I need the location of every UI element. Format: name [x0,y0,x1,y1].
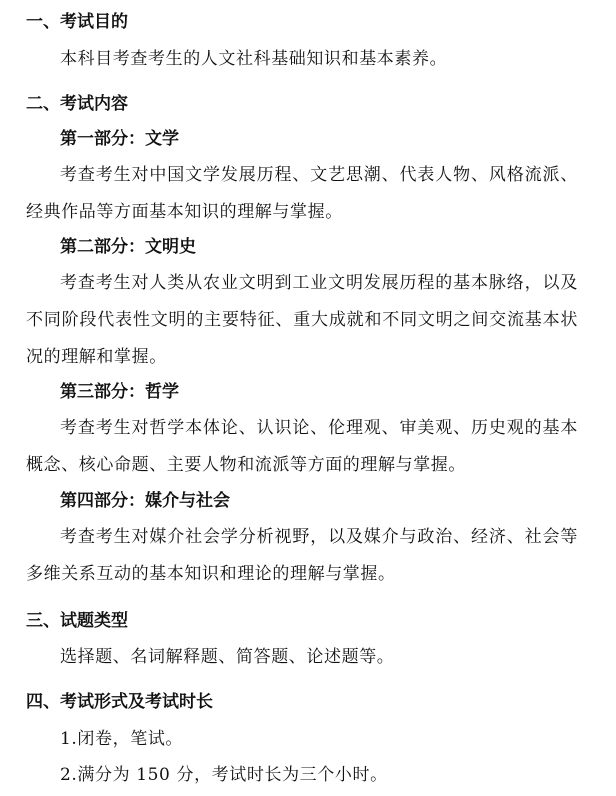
question-types-text: 选择题、名词解释题、简答题、论述题等。 [60,647,395,667]
exam-format-item: 1.闭卷，笔试。 [60,729,184,749]
part-heading-philosophy: 第三部分：哲学 [60,382,179,402]
part-text-literature: 考查考生对中国文学发展历程、文艺思潮、代表人物、风格流派、经典作品等方面基本知识的理解与掌握。 [26,165,578,222]
section-heading-purpose: 一、考试目的 [26,12,128,32]
section-heading-content: 二、考试内容 [26,94,128,114]
section-heading-exam-format: 四、考试形式及考试时长 [26,692,213,712]
part-heading-literature: 第一部分：文学 [60,129,179,149]
exam-format-item: 2.满分为 150 分，考试时长为三个小时。 [60,765,388,785]
purpose-text: 本科目考查考生的人文社科基础知识和基本素养。 [60,49,448,69]
part-text-philosophy: 考查考生对哲学本体论、认识论、伦理观、审美观、历史观的基本概念、核心命题、主要人物和流派等方面的理解与掌握。 [26,418,578,475]
part-heading-civilization: 第二部分：文明史 [60,237,196,257]
part-text-media: 考查考生对媒介社会学分析视野，以及媒介与政治、经济、社会等多维关系互动的基本知识和理论的理解与掌握。 [26,527,578,584]
part-heading-media: 第四部分：媒介与社会 [60,491,230,511]
section-heading-question-types: 三、试题类型 [26,611,128,631]
part-text-civilization: 考查考生对人类从农业文明到工业文明发展历程的基本脉络，以及不同阶段代表性文明的主要特征、重大成就和不同文明之间交流基本状况的理解和掌握。 [26,273,578,367]
